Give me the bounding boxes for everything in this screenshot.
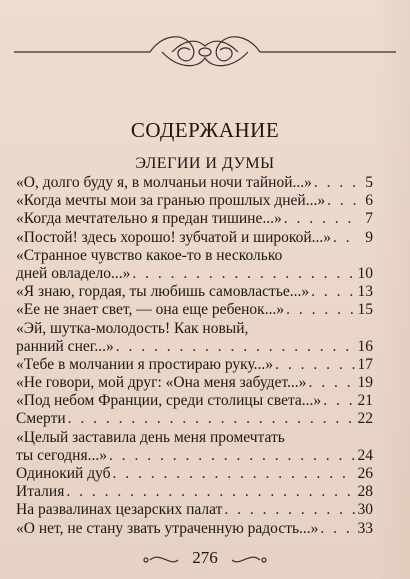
toc-entry-title: Смерти — [16, 410, 66, 428]
leader-dots — [314, 174, 359, 192]
toc-entry-line — [16, 320, 373, 338]
toc-entry — [16, 283, 373, 301]
toc-entry — [16, 192, 373, 210]
toc-entry-title: ранний снег...» — [16, 337, 114, 355]
toc-entry-page: 5 — [365, 174, 373, 191]
leader-dots — [132, 265, 355, 283]
leader-dots — [284, 210, 359, 228]
toc-entry — [16, 210, 373, 228]
toc-entry-title: «Странное чувство какое-то в несколько — [16, 246, 283, 264]
toc-entry-page: 33 — [357, 519, 373, 537]
toc-entry-title: «Я знаю, гордая, ты любишь самовластье...» — [16, 283, 310, 301]
toc-entry — [16, 465, 373, 483]
toc-entry-page: 17 — [357, 355, 373, 373]
toc-entry-page: 16 — [357, 337, 373, 355]
toc-entry — [16, 356, 373, 374]
toc-entry — [16, 447, 373, 465]
leader-dots — [308, 374, 355, 392]
toc-entry-line — [16, 429, 373, 447]
toc-entry-title: «Постой! здесь хорошо! зубчатой и широкой...» — [16, 228, 332, 246]
leader-dots — [224, 501, 355, 519]
leader-dots — [333, 229, 359, 247]
toc-entry — [16, 501, 373, 519]
leader-dots — [320, 520, 355, 538]
toc-entry-title: «О нет, не стану звать утраченную радость...» — [16, 519, 319, 537]
toc-entry — [16, 338, 373, 356]
toc-entry-title: Италия — [16, 483, 65, 501]
toc-entry — [16, 265, 373, 283]
leader-dots — [323, 392, 355, 410]
leader-dots — [116, 338, 356, 356]
toc-entry — [16, 174, 373, 192]
toc-entry-page: 28 — [357, 483, 373, 501]
toc-entry-page: 9 — [365, 228, 373, 246]
toc-entry-page: 19 — [357, 374, 373, 392]
toc-entry — [16, 410, 373, 428]
leader-dots — [113, 465, 356, 483]
toc-entry-page: 30 — [357, 501, 373, 519]
page-title: СОДЕРЖАНИЕ — [130, 118, 280, 142]
leader-dots — [66, 483, 355, 501]
toc-entry-page: 21 — [357, 392, 373, 410]
toc-entry — [16, 520, 373, 538]
toc-entry-page: 24 — [357, 446, 373, 464]
leader-dots — [68, 410, 356, 428]
toc-entry-page: 10 — [357, 264, 373, 282]
page-number: 276 — [192, 548, 218, 567]
table-of-contents — [16, 174, 373, 538]
leader-dots — [311, 283, 355, 301]
toc-entry-page: 26 — [357, 465, 373, 482]
toc-entry-page: 7 — [365, 210, 373, 228]
toc-entry-title: «О, долго буду я, в молчаньи ночи тайной...» — [16, 174, 312, 191]
top-ornament — [12, 24, 398, 80]
toc-entry-title: дней овладело...» — [16, 264, 131, 282]
toc-entry-title: «Не говори, мой друг: «Она меня забудет...» — [16, 374, 307, 392]
toc-entry — [16, 392, 373, 410]
section-heading: ЭЛЕГИИ И ДУМЫ — [135, 155, 275, 172]
toc-entry-line — [16, 247, 373, 265]
toc-entry-page: 22 — [357, 410, 373, 428]
leader-dots — [286, 301, 355, 319]
toc-entry-title: «Ее не знает свет, — она еще ребенок...» — [16, 301, 285, 319]
toc-entry-title: «Эй, шутка-молодость! Как новый, — [16, 319, 249, 337]
toc-entry — [16, 483, 373, 501]
page-edge-shadow — [374, 0, 410, 579]
leader-dots — [327, 192, 359, 210]
toc-entry-title: «Целый заставила день меня промечтать — [16, 428, 285, 446]
toc-entry — [16, 374, 373, 392]
toc-entry-title: «Когда мечты мои за гранью прошлых дней...» — [16, 192, 326, 210]
toc-entry-title: «Тебе в молчании я простираю руку...» — [16, 355, 274, 373]
toc-entry-title: «Под небом Франции, среди столицы света...» — [16, 392, 322, 410]
toc-entry-page: 13 — [357, 283, 373, 301]
leader-dots — [109, 447, 356, 465]
toc-entry — [16, 301, 373, 319]
leader-dots — [275, 356, 355, 374]
toc-entry-title: Одинокий дуб — [16, 465, 111, 482]
toc-entry-title: «Когда мечтательно я предан тишине...» — [16, 210, 282, 228]
toc-entry — [16, 229, 373, 247]
toc-entry-title: На развалинах цезарских палат — [16, 501, 223, 519]
toc-entry-title: ты сегодня...» — [16, 446, 107, 464]
toc-entry-page: 15 — [357, 301, 373, 319]
toc-entry-page: 6 — [365, 192, 373, 210]
